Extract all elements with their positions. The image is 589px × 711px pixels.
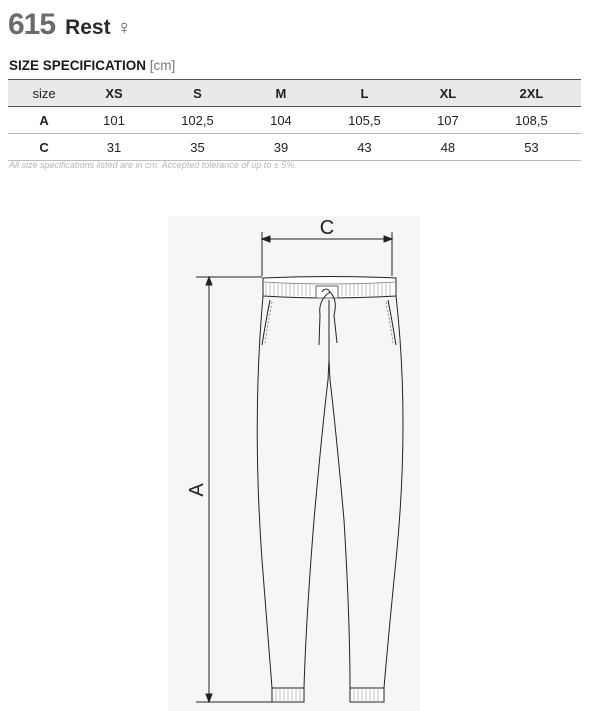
col-xs: XS — [80, 80, 148, 107]
table-cell: 35 — [148, 134, 247, 161]
table-cell: 53 — [482, 134, 581, 161]
table-row — [8, 134, 581, 161]
table-cell: A — [8, 107, 80, 134]
product-title — [8, 8, 132, 48]
col-s: S — [148, 80, 247, 107]
table-row — [8, 107, 581, 134]
right-cuff — [350, 688, 384, 702]
col-m: M — [247, 80, 315, 107]
col-l: L — [315, 80, 414, 107]
table-cell: 39 — [247, 134, 315, 161]
table-cell: 104 — [247, 107, 315, 134]
table-cell: 31 — [80, 134, 148, 161]
table-cell: 48 — [414, 134, 482, 161]
size-table — [8, 79, 581, 161]
size-spec-heading — [9, 58, 175, 73]
dim-a-label: A — [186, 483, 208, 497]
table-cell: 101 — [80, 107, 148, 134]
product-name: Rest — [65, 16, 111, 39]
table-cell: 43 — [315, 134, 414, 161]
product-code: 615 — [8, 8, 56, 41]
dim-c-label: C — [319, 217, 335, 239]
size-table-header — [8, 80, 581, 107]
table-cell: 107 — [414, 107, 482, 134]
size-spec-unit: [cm] — [149, 58, 176, 73]
size-spec-title: SIZE SPECIFICATION — [9, 58, 147, 73]
col-size: size — [8, 80, 80, 107]
drawstring-eyelet — [316, 286, 338, 298]
female-symbol-icon: ♀ — [116, 17, 132, 39]
table-cell: C — [8, 134, 80, 161]
table-cell: 102,5 — [148, 107, 247, 134]
table-cell: 105,5 — [315, 107, 414, 134]
col-xl: XL — [414, 80, 482, 107]
table-cell: 108,5 — [482, 107, 581, 134]
pants-diagram — [0, 200, 589, 711]
col-2xl: 2XL — [482, 80, 581, 107]
tolerance-note: All size specifications listed are in cm. Accepted tolerance of up to ± 5%. — [9, 160, 297, 170]
